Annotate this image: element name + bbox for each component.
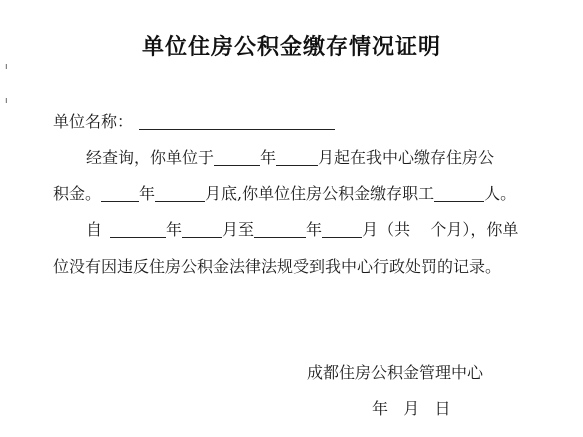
para2-line2: 位没有因违反住房公积金法律法规受到我中心行政处罚的记录。 [53,257,502,276]
month-total-label: 月（共 个月），你单 [362,220,519,239]
people-label: 人。 [484,184,517,203]
unit-name-row [53,112,335,132]
margin-mark: ı [5,96,8,106]
period-end-month-blank[interactable] [322,221,362,238]
para1-line1 [86,148,494,168]
para1-line2 [53,184,516,204]
start-month-blank[interactable] [276,149,318,166]
issue-date: 年 月 日 [372,399,451,418]
employee-count-blank[interactable] [434,185,484,202]
para1-intro: 经查询，你单位于 [86,148,215,167]
period-end-year-blank[interactable] [254,221,306,238]
start-year-blank[interactable] [214,149,260,166]
year-label: 年 [166,220,183,239]
month-to-label: 月至 [222,220,255,239]
unit-name-label: 单位名称： [53,112,134,131]
year-label: 年 [306,220,323,239]
document-title: 单位住房公积金缴存情况证明 [141,35,441,60]
para1-month-end: 月底,你单位住房公积金缴存职工 [205,184,435,203]
end-month-blank[interactable] [155,185,205,202]
period-start-year-blank[interactable] [110,221,166,238]
unit-name-blank[interactable] [139,113,335,130]
para1-line2-start: 积金。 [53,184,102,203]
para2-from: 自 [86,220,103,239]
end-year-blank[interactable] [101,185,139,202]
year-label: 年 [139,184,156,203]
year-label: 年 [260,148,277,167]
para2-line1 [86,220,518,240]
period-start-month-blank[interactable] [182,221,222,238]
issuing-organization: 成都住房公积金管理中心 [307,363,484,382]
para1-month-start: 月起在我中心缴存住房公 [318,148,495,167]
margin-mark: ı [5,62,8,72]
